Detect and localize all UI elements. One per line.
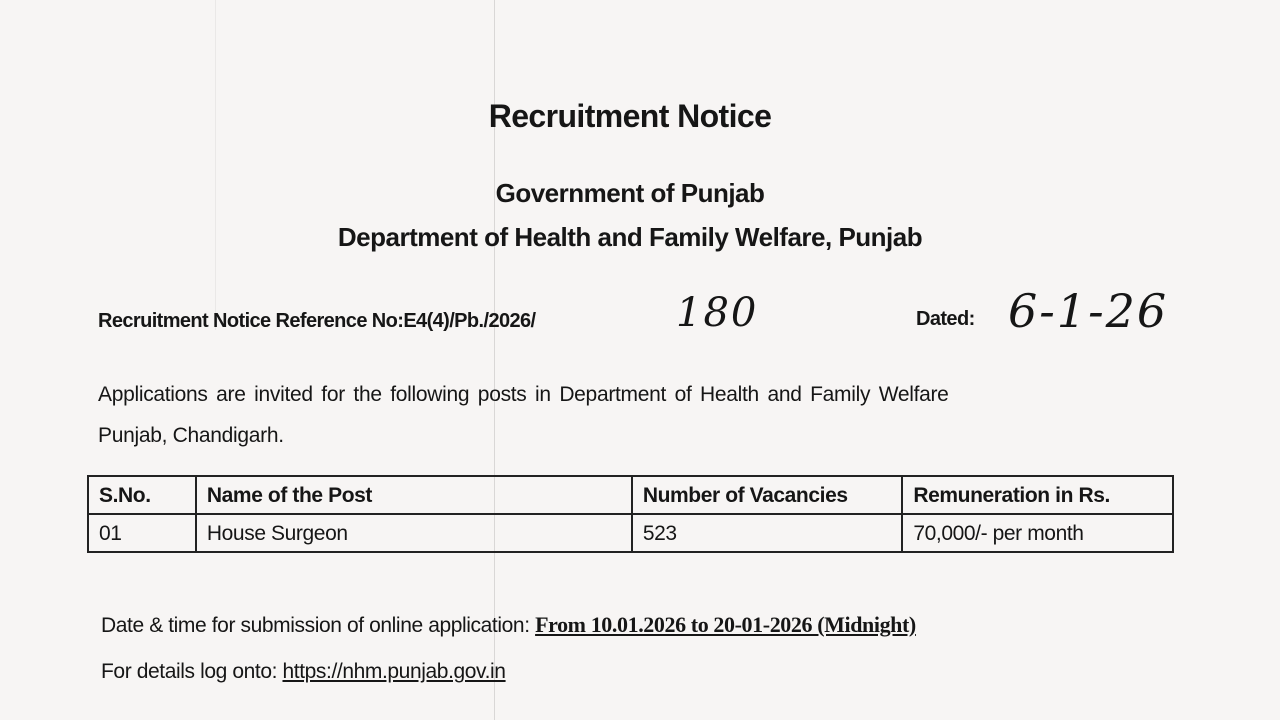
- reference-label: Recruitment Notice Reference No:E4(4)/Pb./2026/: [98, 310, 536, 332]
- header-remuneration: Remuneration in Rs.: [902, 476, 1173, 514]
- cell-post: House Surgeon: [196, 514, 632, 552]
- department-heading: Department of Health and Family Welfare, Punjab: [337, 222, 923, 252]
- header-sno: S.No.: [88, 476, 196, 514]
- handwritten-reference-number: 180: [676, 290, 759, 336]
- details-line: [101, 660, 506, 684]
- handwritten-date: 6-1-26: [1008, 284, 1169, 338]
- details-label: For details log onto:: [101, 660, 283, 683]
- submission-label: Date & time for submission of online application:: [101, 614, 536, 637]
- government-heading: Government of Punjab: [495, 178, 765, 208]
- table-row: [88, 514, 1173, 552]
- intro-line-2: Punjab, Chandigarh.: [98, 424, 284, 447]
- paper-fold-line: [215, 0, 216, 330]
- intro-line-1: Applications are invited for the following posts in Department of Health and Family Welfare: [98, 383, 949, 406]
- header-vacancies: Number of Vacancies: [632, 476, 903, 514]
- website-link[interactable]: https://nhm.punjab.gov.in: [282, 660, 506, 683]
- page-title: Recruitment Notice: [488, 98, 772, 134]
- table-header-row: [88, 476, 1173, 514]
- header-post: Name of the Post: [196, 476, 632, 514]
- vacancy-table: [87, 475, 1174, 553]
- cell-vacancies: 523: [632, 514, 903, 552]
- submission-period: From 10.01.2026 to 20-01-2026 (Midnight): [535, 612, 916, 637]
- cell-sno: 01: [88, 514, 196, 552]
- dated-label: Dated:: [916, 308, 975, 330]
- cell-remuneration: 70,000/- per month: [902, 514, 1173, 552]
- submission-dates: [101, 612, 916, 638]
